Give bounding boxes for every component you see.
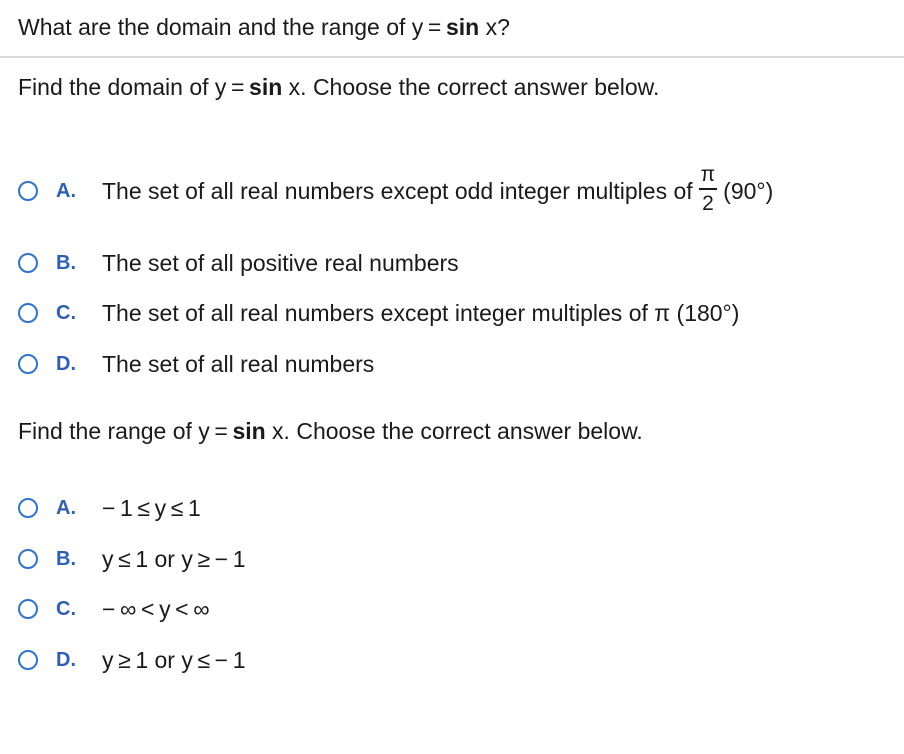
range-option-b[interactable]: [18, 542, 246, 576]
domain-option-a-radio[interactable]: [18, 181, 38, 201]
range-prompt-pre: Find the range of y =: [18, 418, 233, 444]
range-option-a-text: − 1 ≤ y ≤ 1: [102, 494, 201, 521]
domain-option-a[interactable]: [18, 163, 774, 215]
range-prompt: [18, 416, 643, 446]
domain-option-a-letter: A.: [56, 179, 76, 202]
domain-prompt-pre: Find the domain of y =: [18, 74, 250, 100]
divider: [0, 56, 904, 58]
range-option-b-letter: B.: [56, 547, 76, 570]
question-post: x?: [479, 14, 510, 40]
fraction-numerator: π: [700, 163, 716, 186]
range-option-a[interactable]: [18, 491, 201, 525]
range-prompt-post: x. Choose the correct answer below.: [265, 418, 643, 444]
range-option-d-letter: D.: [56, 648, 76, 671]
domain-option-d[interactable]: [18, 347, 374, 381]
range-option-c-text: − ∞ < y < ∞: [102, 595, 210, 622]
range-option-d-radio[interactable]: [18, 650, 38, 670]
domain-option-c-text: The set of all real numbers except integer multiples of π (180°): [102, 299, 740, 326]
question-func: sin: [445, 14, 480, 40]
domain-prompt: [18, 72, 659, 102]
domain-prompt-post: x. Choose the correct answer below.: [282, 74, 660, 100]
fraction-bar: [699, 188, 718, 190]
pi-over-2-fraction: [699, 164, 718, 214]
domain-option-b-text: The set of all positive real numbers: [102, 249, 459, 276]
domain-option-c[interactable]: [18, 296, 739, 330]
range-option-a-radio[interactable]: [18, 498, 38, 518]
range-option-b-radio[interactable]: [18, 549, 38, 569]
range-option-c[interactable]: [18, 592, 210, 626]
domain-option-c-radio[interactable]: [18, 303, 38, 323]
range-option-a-letter: A.: [56, 496, 76, 519]
fraction-denominator: 2: [702, 192, 714, 215]
domain-option-a-text: [102, 163, 774, 216]
range-option-d[interactable]: [18, 643, 246, 677]
range-option-c-radio[interactable]: [18, 599, 38, 619]
range-prompt-func: sin: [232, 418, 266, 444]
domain-option-b-letter: B.: [56, 251, 76, 274]
domain-option-c-letter: C.: [56, 301, 76, 324]
domain-option-a-label: The set of all real numbers except odd integer multiples of: [102, 177, 693, 204]
domain-option-b[interactable]: [18, 246, 459, 280]
domain-prompt-func: sin: [249, 74, 283, 100]
domain-option-a-suffix: (90°): [723, 177, 774, 204]
domain-option-b-radio[interactable]: [18, 253, 38, 273]
domain-option-d-radio[interactable]: [18, 354, 38, 374]
question-pre: What are the domain and the range of y =: [18, 14, 446, 40]
domain-option-d-letter: D.: [56, 352, 76, 375]
range-option-b-text: y ≤ 1 or y ≥ − 1: [102, 545, 246, 572]
range-option-c-letter: C.: [56, 597, 76, 620]
question-title: [18, 12, 510, 42]
domain-option-d-text: The set of all real numbers: [102, 350, 375, 377]
range-option-d-text: y ≥ 1 or y ≤ − 1: [102, 646, 246, 673]
